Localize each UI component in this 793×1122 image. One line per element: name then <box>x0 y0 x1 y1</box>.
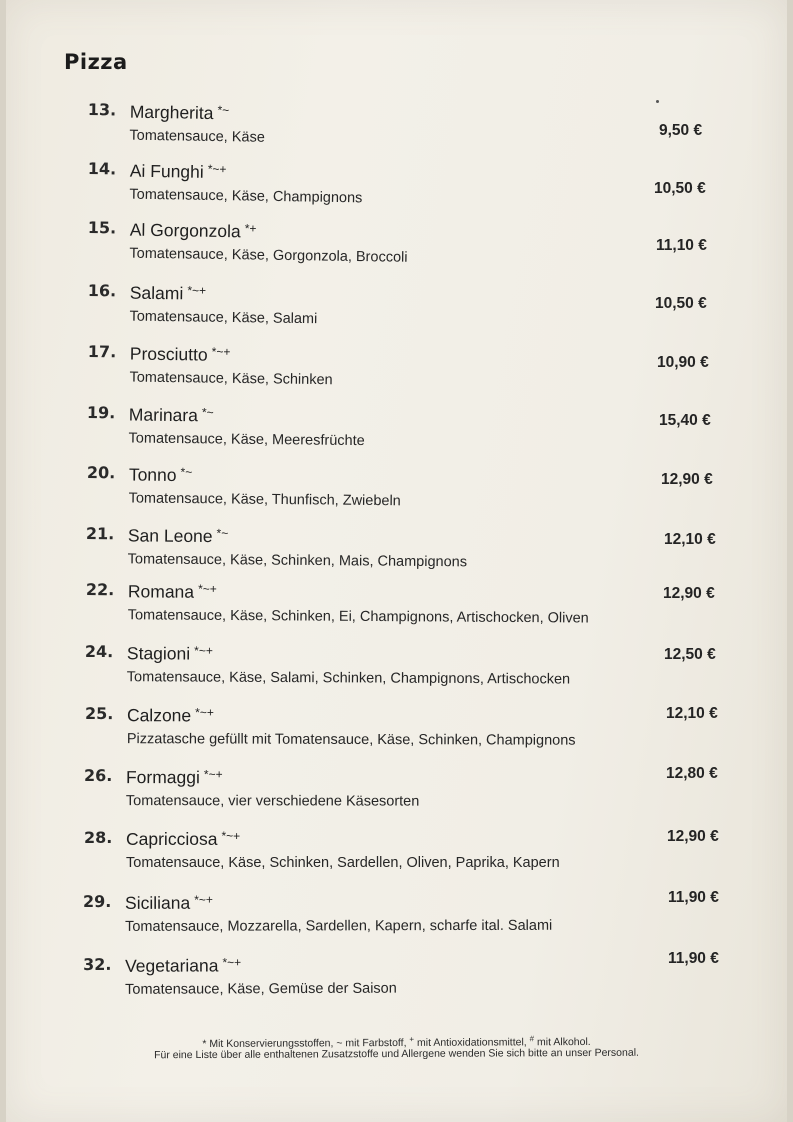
item-description: Tomatensauce, Mozzarella, Sardellen, Kapern, scharfe ital. Salami <box>125 917 553 935</box>
item-description: Tomatensauce, Käse, Schinken, Sardellen, Oliven, Paprika, Kapern <box>126 855 560 871</box>
additive-marks: *~+ <box>195 705 214 720</box>
item-name: Stagioni *~+ <box>126 643 213 664</box>
additives-legend: * Mit Konservierungsstoffen, ~ mit Farbstoff, + mit Antioxidationsmittel, # mit Alkohol. <box>202 1034 591 1051</box>
item-name: Romana *~+ <box>127 581 217 602</box>
additive-marks: *~ <box>217 103 230 118</box>
item-number: 15. <box>87 218 117 238</box>
item-number: 24. <box>84 642 114 662</box>
item-price: 10,50 € <box>655 295 707 312</box>
item-price: 12,10 € <box>664 531 716 548</box>
item-price: 11,90 € <box>668 950 719 967</box>
item-price: 12,90 € <box>661 471 713 488</box>
menu-item <box>87 281 318 341</box>
additive-marks: *~ <box>216 526 229 541</box>
item-number: 26. <box>83 766 113 786</box>
pizza-list <box>6 0 787 1122</box>
additive-marks: *~+ <box>221 829 241 843</box>
section-title: Pizza <box>64 50 128 74</box>
additive-marks: *~+ <box>198 581 217 596</box>
menu-item <box>87 218 408 278</box>
item-price: 11,90 € <box>668 889 719 906</box>
item-description: Pizzatasche gefüllt mit Tomatensauce, Käse, Schinken, Champignons <box>126 731 576 749</box>
item-number: 25. <box>84 704 114 724</box>
item-name: Siciliana *~+ <box>125 892 213 913</box>
menu-item <box>87 100 265 160</box>
item-description: Tomatensauce, Käse, Meeresfrüchte <box>128 430 365 450</box>
item-name: Ai Funghi *~+ <box>129 160 227 182</box>
item-number: 13. <box>87 100 117 120</box>
item-price: 10,90 € <box>657 354 709 371</box>
item-name: Al Gorgonzola *+ <box>129 219 257 242</box>
item-name: Capricciosa *~+ <box>126 829 241 849</box>
item-price: 12,50 € <box>664 646 716 663</box>
menu-item <box>85 524 468 584</box>
item-price: 10,50 € <box>654 180 706 197</box>
item-number: 14. <box>87 159 117 179</box>
item-number: 19. <box>86 403 116 423</box>
item-description: Tomatensauce, Käse, Schinken, Mais, Champignons <box>127 551 468 571</box>
item-number: 21. <box>85 524 115 544</box>
item-name: Salami *~+ <box>129 282 207 304</box>
item-price: 12,10 € <box>666 705 718 722</box>
item-price: 12,90 € <box>663 585 715 602</box>
additive-marks: *~+ <box>222 955 242 970</box>
allergen-notice: Für eine Liste über alle enthaltenen Zusatzstoffe und Allergene wenden Sie sich bitte an unser Personal. <box>154 1046 639 1062</box>
item-price: 12,80 € <box>666 765 718 782</box>
item-number: 32. <box>83 954 112 974</box>
item-price: 15,40 € <box>659 412 711 429</box>
menu-item <box>86 403 365 463</box>
item-name: Vegetariana *~+ <box>125 955 242 976</box>
menu-page <box>6 0 787 1122</box>
additive-marks: *+ <box>244 221 257 236</box>
item-description: Tomatensauce, Käse <box>129 127 265 146</box>
item-price: 11,10 € <box>656 237 707 254</box>
item-number: 16. <box>87 281 117 301</box>
item-number: 22. <box>85 580 115 600</box>
item-name: Calzone *~+ <box>126 705 214 726</box>
item-number: 29. <box>83 891 112 911</box>
item-description: Tomatensauce, Käse, Gorgonzola, Broccoli <box>129 245 408 266</box>
additive-marks: *~ <box>180 464 193 480</box>
item-number: 17. <box>87 342 117 362</box>
item-number: 28. <box>84 828 113 847</box>
item-name: Prosciutto *~+ <box>129 343 231 365</box>
additive-marks: *~ <box>201 405 214 420</box>
item-description: Tomatensauce, vier verschiedene Käsesorten <box>125 793 420 810</box>
menu-item <box>87 159 363 219</box>
item-description: Tomatensauce, Käse, Salami <box>129 308 318 328</box>
menu-item <box>86 463 401 523</box>
item-number: 20. <box>86 463 116 483</box>
item-name: San Leone *~ <box>127 525 229 547</box>
additive-marks: *~+ <box>211 344 231 359</box>
item-name: Margherita *~ <box>129 101 230 123</box>
item-name: Marinara *~ <box>128 404 214 426</box>
additive-marks: *~+ <box>207 161 227 177</box>
additive-marks: *~+ <box>187 283 207 298</box>
item-price: 9,50 € <box>659 122 703 139</box>
item-description: Tomatensauce, Käse, Champignons <box>129 186 363 207</box>
additive-marks: *~+ <box>203 767 223 782</box>
item-description: Tomatensauce, Käse, Thunfisch, Zwiebeln <box>128 490 401 510</box>
menu-item <box>87 342 333 402</box>
item-price: 12,90 € <box>667 828 719 845</box>
item-description: Tomatensauce, Käse, Schinken <box>129 369 333 389</box>
item-name: Tonno *~ <box>128 464 193 485</box>
additive-marks: *~+ <box>194 643 213 658</box>
item-name: Formaggi *~+ <box>125 767 223 788</box>
item-description: Tomatensauce, Käse, Schinken, Ei, Champignons, Artischocken, Oliven <box>127 607 589 627</box>
item-description: Tomatensauce, Käse, Salami, Schinken, Champignons, Artischocken <box>126 669 571 688</box>
item-description: Tomatensauce, Käse, Gemüse der Saison <box>125 980 397 998</box>
additive-marks: *~+ <box>194 892 213 907</box>
